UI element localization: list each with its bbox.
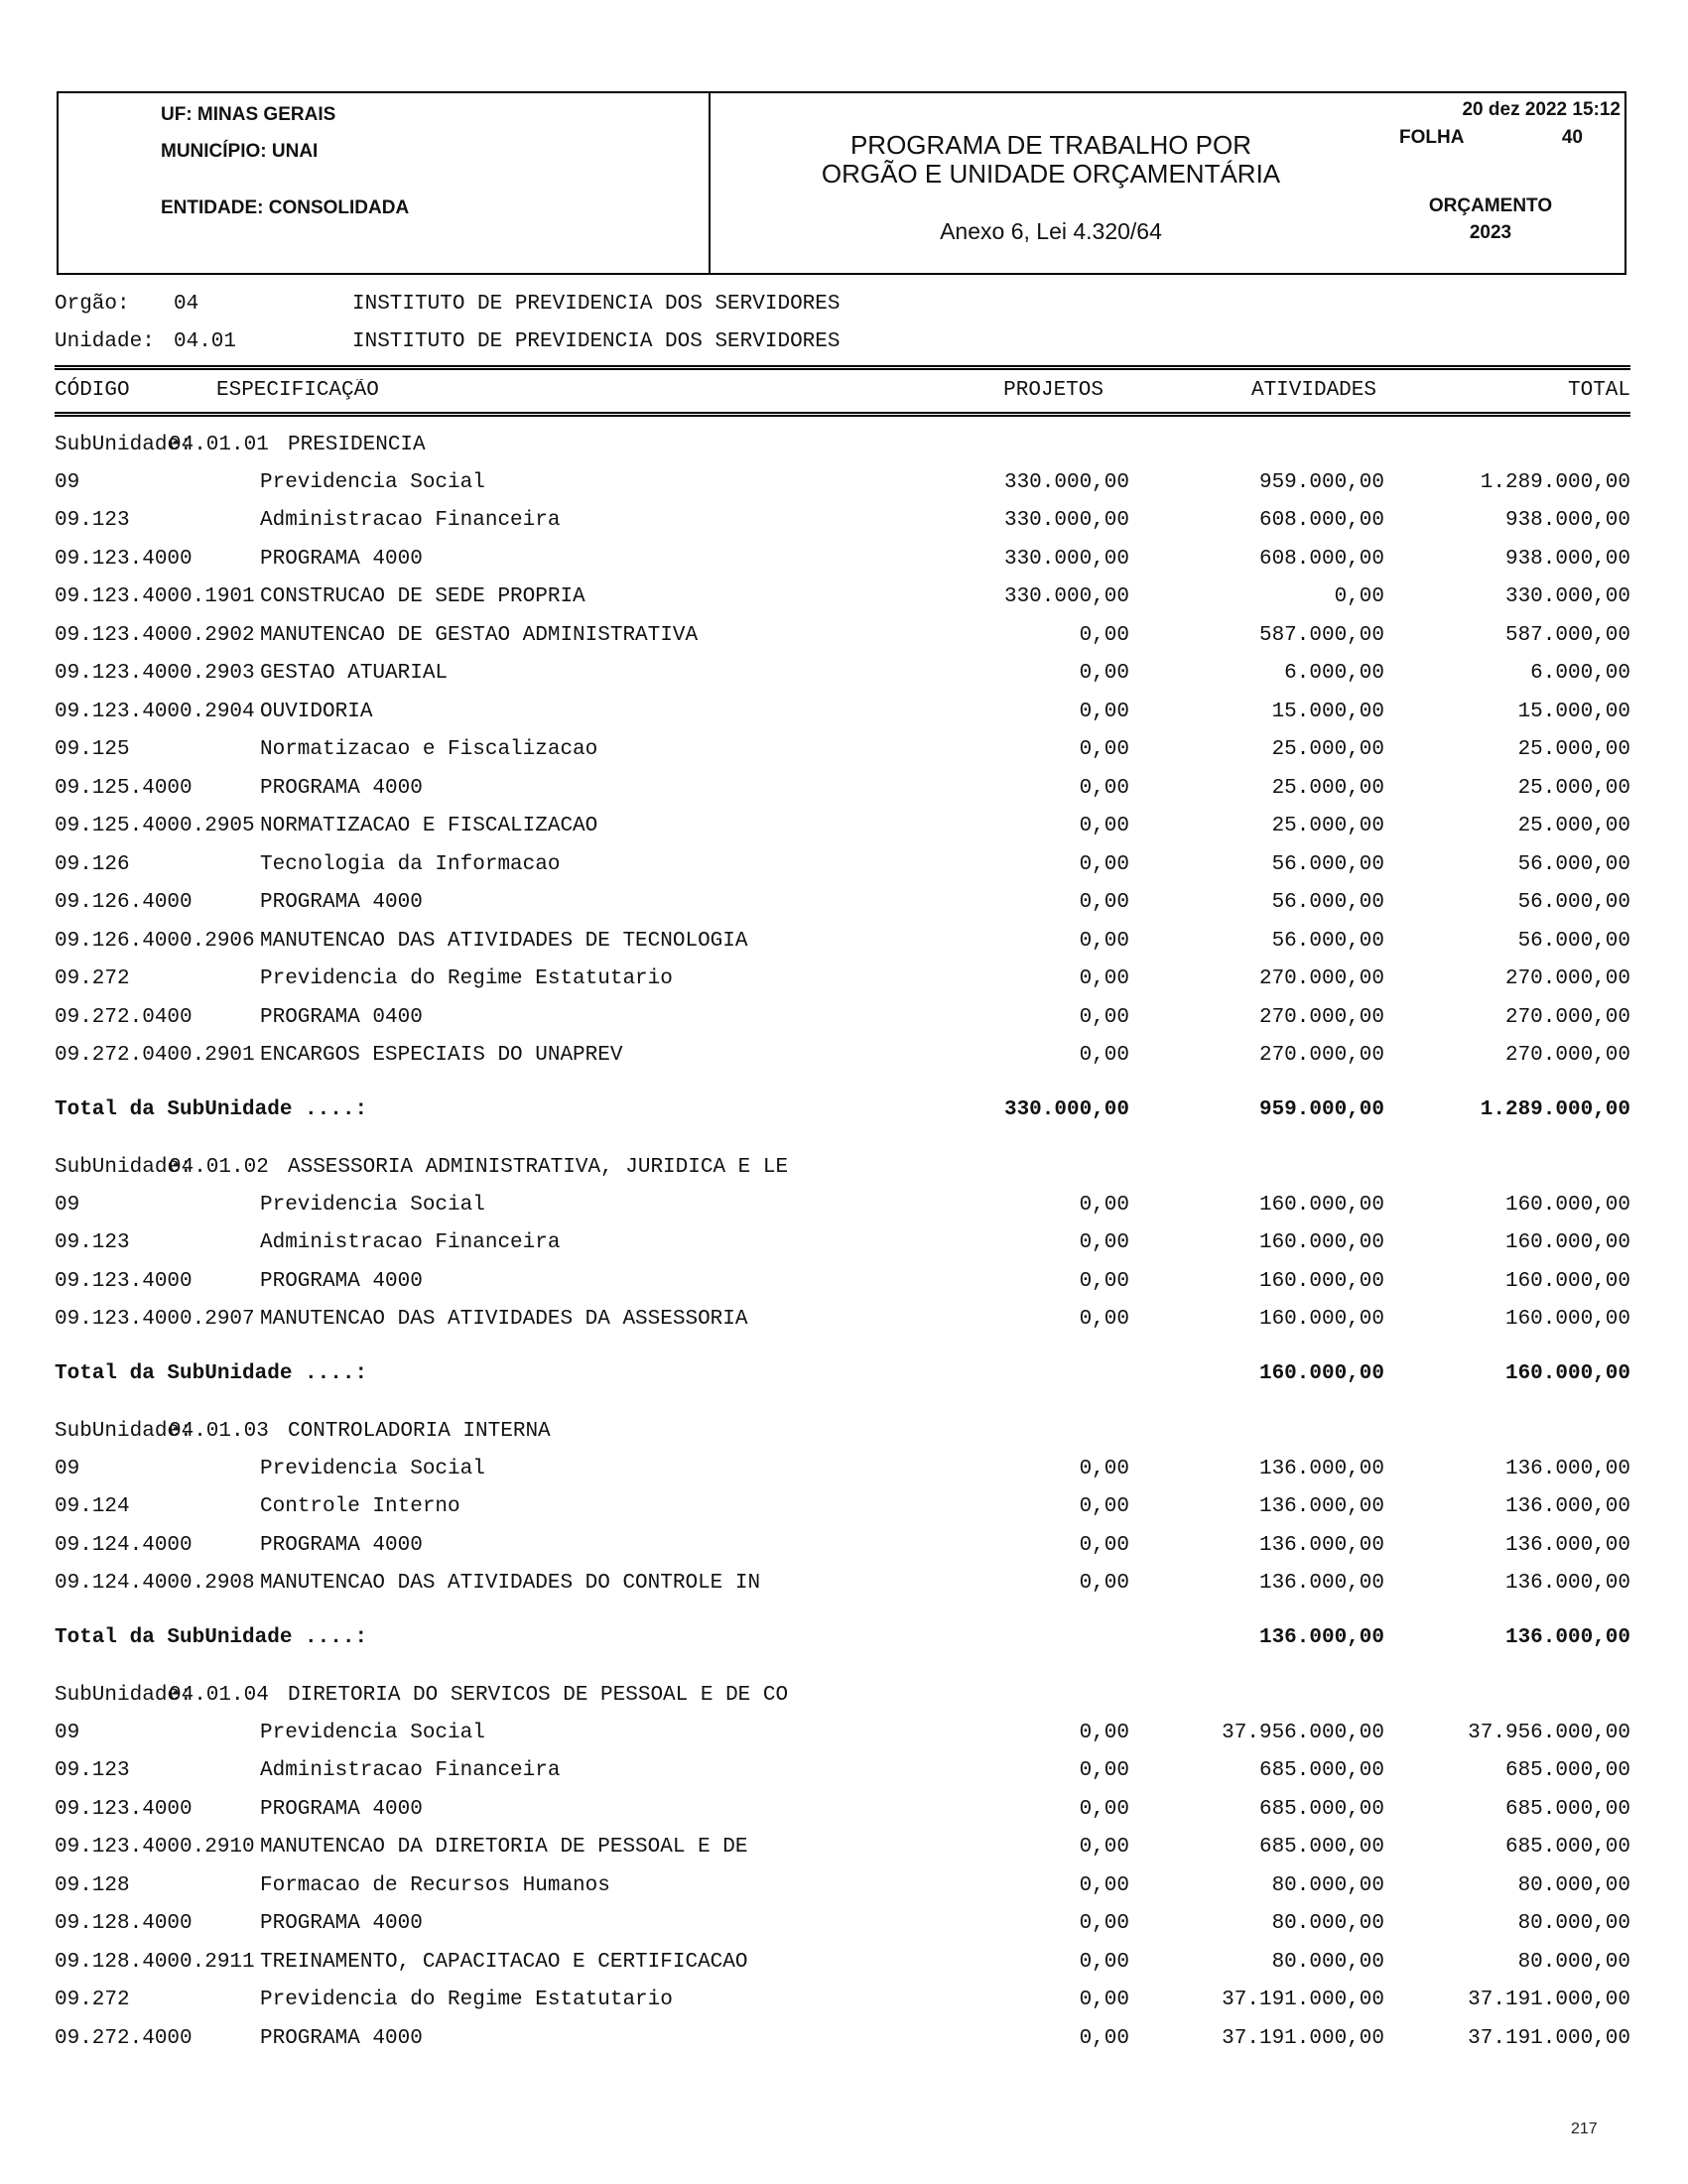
- unidade-row: [0, 322, 1688, 360]
- row-atividades: 136.000,00: [1258, 1495, 1384, 1519]
- row-atividades: 136.000,00: [1258, 1572, 1384, 1596]
- row-total: 25.000,00: [1517, 815, 1630, 838]
- row-atividades: 136.000,00: [1258, 1533, 1384, 1557]
- row-especificacao: TREINAMENTO, CAPACITACAO E CERTIFICACAO: [260, 1950, 748, 1974]
- row-especificacao: MANUTENCAO DA DIRETORIA DE PESSOAL E DE: [260, 1836, 748, 1860]
- row-total: 136.000,00: [1504, 1533, 1630, 1557]
- row-projetos: 0,00: [1079, 776, 1129, 800]
- row-atividades: 685.000,00: [1258, 1759, 1384, 1783]
- row-especificacao: MANUTENCAO DAS ATIVIDADES DO CONTROLE IN: [260, 1572, 761, 1596]
- subunit-total-total: 136.000,00: [1504, 1625, 1630, 1649]
- row-codigo: 09: [55, 1721, 80, 1744]
- row-especificacao: Administracao Financeira: [260, 1759, 561, 1783]
- table-row: [0, 731, 1688, 770]
- row-atividades: 56.000,00: [1271, 891, 1384, 915]
- row-especificacao: Previdencia do Regime Estatutario: [260, 967, 673, 991]
- row-total: 37.191.000,00: [1468, 1989, 1630, 2012]
- row-total: 1.289.000,00: [1480, 470, 1630, 494]
- row-projetos: 0,00: [1079, 1533, 1129, 1557]
- row-codigo: 09.123.4000.1901: [55, 585, 255, 609]
- orcamento-label: ORÇAMENTO: [1428, 195, 1553, 216]
- report-body: [0, 285, 1688, 2058]
- row-codigo: 09: [55, 1193, 80, 1217]
- row-especificacao: PROGRAMA 4000: [260, 1912, 423, 1936]
- subunit-name: CONTROLADORIA INTERNA: [288, 1419, 551, 1443]
- row-total: 270.000,00: [1504, 1044, 1630, 1068]
- row-total: 37.191.000,00: [1468, 2026, 1630, 2050]
- row-atividades: 685.000,00: [1258, 1836, 1384, 1860]
- column-header-row: [0, 373, 1688, 407]
- row-especificacao: PROGRAMA 4000: [260, 547, 423, 571]
- row-total: 25.000,00: [1517, 776, 1630, 800]
- row-atividades: 959.000,00: [1258, 470, 1384, 494]
- row-total: 160.000,00: [1504, 1308, 1630, 1332]
- row-projetos: 330.000,00: [1003, 547, 1129, 571]
- row-codigo: 09.272.0400: [55, 1005, 193, 1029]
- row-projetos: 0,00: [1079, 1495, 1129, 1519]
- table-row: [0, 578, 1688, 617]
- subunit-header: [0, 1676, 1688, 1714]
- row-especificacao: ENCARGOS ESPECIAIS DO UNAPREV: [260, 1044, 623, 1068]
- table-row: [0, 808, 1688, 846]
- row-total: 136.000,00: [1504, 1495, 1630, 1519]
- row-atividades: 25.000,00: [1271, 738, 1384, 762]
- row-total: 80.000,00: [1517, 1873, 1630, 1897]
- col-header-projetos: PROJETOS: [1003, 378, 1104, 402]
- row-projetos: 330.000,00: [1003, 470, 1129, 494]
- table-row: [0, 463, 1688, 502]
- table-row: [0, 1186, 1688, 1224]
- subunit-header: [0, 426, 1688, 463]
- row-projetos: 0,00: [1079, 1721, 1129, 1744]
- row-atividades: 6.000,00: [1284, 662, 1384, 686]
- row-total: 56.000,00: [1517, 929, 1630, 953]
- row-total: 80.000,00: [1517, 1912, 1630, 1936]
- row-codigo: 09.124.4000: [55, 1533, 193, 1557]
- table-row: [0, 1262, 1688, 1301]
- row-total: 25.000,00: [1517, 738, 1630, 762]
- table-row: [0, 655, 1688, 694]
- row-codigo: 09.126.4000: [55, 891, 193, 915]
- row-especificacao: Previdencia Social: [260, 1721, 485, 1744]
- table-row: [0, 1301, 1688, 1340]
- unidade-name: INSTITUTO DE PREVIDENCIA DOS SERVIDORES: [352, 329, 841, 353]
- table-row: [0, 540, 1688, 578]
- row-total: 270.000,00: [1504, 967, 1630, 991]
- double-rule-top: [55, 365, 1630, 370]
- row-codigo: 09.124: [55, 1495, 130, 1519]
- row-codigo: 09.272.0400.2901: [55, 1044, 255, 1068]
- row-total: 136.000,00: [1504, 1572, 1630, 1596]
- row-projetos: 0,00: [1079, 2026, 1129, 2050]
- row-atividades: 56.000,00: [1271, 852, 1384, 876]
- row-atividades: 160.000,00: [1258, 1193, 1384, 1217]
- subunit-header: [0, 1412, 1688, 1450]
- row-especificacao: GESTAO ATUARIAL: [260, 662, 449, 686]
- subunit-total-row: [0, 1354, 1688, 1392]
- double-rule-bottom: [55, 412, 1630, 417]
- table-row: [0, 1488, 1688, 1527]
- row-projetos: 0,00: [1079, 1044, 1129, 1068]
- subunit-code: 04.01.01: [169, 433, 269, 456]
- page-number: 217: [1571, 2120, 1598, 2137]
- row-projetos: 0,00: [1079, 891, 1129, 915]
- table-row: [0, 961, 1688, 999]
- row-especificacao: PROGRAMA 4000: [260, 891, 423, 915]
- row-especificacao: PROGRAMA 4000: [260, 1533, 423, 1557]
- entidade-label: ENTIDADE: CONSOLIDADA: [161, 197, 410, 218]
- row-projetos: 0,00: [1079, 967, 1129, 991]
- orgao-row: [0, 285, 1688, 322]
- row-projetos: 0,00: [1079, 700, 1129, 723]
- row-projetos: 0,00: [1079, 1193, 1129, 1217]
- table-row: [0, 1982, 1688, 2020]
- table-row: [0, 1224, 1688, 1263]
- municipio-label: MUNICÍPIO: UNAI: [161, 141, 319, 162]
- table-row: [0, 998, 1688, 1037]
- row-atividades: 270.000,00: [1258, 1005, 1384, 1029]
- row-projetos: 0,00: [1079, 1231, 1129, 1255]
- row-codigo: 09.123: [55, 1231, 130, 1255]
- row-projetos: 0,00: [1079, 738, 1129, 762]
- row-projetos: 0,00: [1079, 852, 1129, 876]
- table-row: [0, 1450, 1688, 1488]
- orcamento-block: [1391, 193, 1590, 246]
- row-total: 685.000,00: [1504, 1836, 1630, 1860]
- row-codigo: 09.124.4000.2908: [55, 1572, 255, 1596]
- row-codigo: 09.123.4000.2904: [55, 700, 255, 723]
- table-row: [0, 1714, 1688, 1752]
- row-projetos: 0,00: [1079, 1308, 1129, 1332]
- row-especificacao: Formacao de Recursos Humanos: [260, 1873, 610, 1897]
- header-right-cell: [1391, 93, 1623, 273]
- row-atividades: 608.000,00: [1258, 509, 1384, 533]
- report-title: [711, 131, 1391, 189]
- row-codigo: 09.128.4000: [55, 1912, 193, 1936]
- row-especificacao: PROGRAMA 0400: [260, 1005, 423, 1029]
- folha-value: 40: [1561, 127, 1583, 148]
- row-atividades: 0,00: [1334, 585, 1384, 609]
- row-total: 938.000,00: [1504, 547, 1630, 571]
- table-row: [0, 769, 1688, 808]
- table-row: [0, 884, 1688, 923]
- subunit-label: SubUnidade:: [55, 1419, 193, 1443]
- table-row: [0, 1829, 1688, 1867]
- row-total: 136.000,00: [1504, 1457, 1630, 1480]
- unidade-code: 04.01: [174, 329, 237, 353]
- row-total: 330.000,00: [1504, 585, 1630, 609]
- row-especificacao: Administracao Financeira: [260, 509, 561, 533]
- row-codigo: 09.272: [55, 1989, 130, 2012]
- row-atividades: 270.000,00: [1258, 1044, 1384, 1068]
- row-atividades: 15.000,00: [1271, 700, 1384, 723]
- row-projetos: 0,00: [1079, 1797, 1129, 1821]
- table-row: [0, 1565, 1688, 1604]
- orgao-label: Orgão:: [55, 292, 130, 316]
- row-atividades: 25.000,00: [1271, 815, 1384, 838]
- row-especificacao: CONSTRUCAO DE SEDE PROPRIA: [260, 585, 585, 609]
- subunit-sections: [0, 426, 1688, 2058]
- row-projetos: 0,00: [1079, 1873, 1129, 1897]
- table-row: [0, 1866, 1688, 1905]
- row-atividades: 37.191.000,00: [1222, 2026, 1384, 2050]
- subunit-code: 04.01.03: [169, 1419, 269, 1443]
- subunit-code: 04.01.04: [169, 1683, 269, 1707]
- row-codigo: 09.128.4000.2911: [55, 1950, 255, 1974]
- subunit-total-atividades: 136.000,00: [1258, 1625, 1384, 1649]
- row-especificacao: Previdencia Social: [260, 470, 485, 494]
- row-codigo: 09.125: [55, 738, 130, 762]
- subunit-total-atividades: 959.000,00: [1258, 1097, 1384, 1121]
- orgao-name: INSTITUTO DE PREVIDENCIA DOS SERVIDORES: [352, 292, 841, 316]
- row-especificacao: MANUTENCAO DAS ATIVIDADES DA ASSESSORIA: [260, 1308, 748, 1332]
- header-left-cell: [59, 93, 711, 273]
- row-atividades: 56.000,00: [1271, 929, 1384, 953]
- subunit-name: ASSESSORIA ADMINISTRATIVA, JURIDICA E LE: [288, 1155, 789, 1179]
- table-row: [0, 922, 1688, 961]
- row-codigo: 09.123.4000: [55, 1797, 193, 1821]
- table-row: [0, 845, 1688, 884]
- row-codigo: 09.123.4000.2902: [55, 623, 255, 647]
- row-codigo: 09.125.4000.2905: [55, 815, 255, 838]
- subunit-label: SubUnidade:: [55, 1683, 193, 1707]
- table-row: [0, 1905, 1688, 1944]
- row-especificacao: Administracao Financeira: [260, 1231, 561, 1255]
- row-atividades: 685.000,00: [1258, 1797, 1384, 1821]
- report-title-line1: PROGRAMA DE TRABALHO POR: [849, 130, 1252, 160]
- row-total: 160.000,00: [1504, 1193, 1630, 1217]
- row-projetos: 0,00: [1079, 1005, 1129, 1029]
- row-total: 160.000,00: [1504, 1269, 1630, 1293]
- subunit-total-projetos: 330.000,00: [1003, 1097, 1129, 1121]
- row-codigo: 09.272.4000: [55, 2026, 193, 2050]
- row-projetos: 330.000,00: [1003, 509, 1129, 533]
- report-header-box: [57, 91, 1626, 275]
- row-codigo: 09: [55, 1457, 80, 1480]
- row-total: 685.000,00: [1504, 1759, 1630, 1783]
- row-projetos: 0,00: [1079, 1836, 1129, 1860]
- table-row: [0, 693, 1688, 731]
- row-especificacao: Previdencia do Regime Estatutario: [260, 1989, 673, 2012]
- unidade-label: Unidade:: [55, 329, 155, 353]
- row-total: 160.000,00: [1504, 1231, 1630, 1255]
- subunit-total-row: [0, 1618, 1688, 1656]
- subunit-total-total: 160.000,00: [1504, 1361, 1630, 1385]
- row-especificacao: Controle Interno: [260, 1495, 460, 1519]
- row-atividades: 37.956.000,00: [1222, 1721, 1384, 1744]
- row-total: 80.000,00: [1517, 1950, 1630, 1974]
- subunit-name: DIRETORIA DO SERVICOS DE PESSOAL E DE CO: [288, 1683, 789, 1707]
- row-especificacao: Tecnologia da Informacao: [260, 852, 561, 876]
- row-projetos: 0,00: [1079, 1912, 1129, 1936]
- row-especificacao: NORMATIZACAO E FISCALIZACAO: [260, 815, 598, 838]
- row-especificacao: OUVIDORIA: [260, 700, 373, 723]
- row-codigo: 09.272: [55, 967, 130, 991]
- row-codigo: 09.123.4000.2903: [55, 662, 255, 686]
- row-total: 15.000,00: [1517, 700, 1630, 723]
- subunit-total-atividades: 160.000,00: [1258, 1361, 1384, 1385]
- row-codigo: 09.123.4000.2907: [55, 1308, 255, 1332]
- row-total: 37.956.000,00: [1468, 1721, 1630, 1744]
- print-datetime: 20 dez 2022 15:12: [1462, 99, 1621, 120]
- report-title-line2: ORGÃO E UNIDADE ORÇAMENTÁRIA: [821, 159, 1281, 189]
- uf-label: UF: MINAS GERAIS: [161, 104, 336, 125]
- row-especificacao: MANUTENCAO DE GESTAO ADMINISTRATIVA: [260, 623, 699, 647]
- subunit-label: SubUnidade:: [55, 1155, 193, 1179]
- row-especificacao: PROGRAMA 4000: [260, 1269, 423, 1293]
- table-row: [0, 1752, 1688, 1791]
- row-total: 685.000,00: [1504, 1797, 1630, 1821]
- table-row: [0, 2019, 1688, 2058]
- anexo-subtitle: Anexo 6, Lei 4.320/64: [940, 218, 1162, 244]
- col-header-atividades: ATIVIDADES: [1250, 378, 1376, 402]
- row-codigo: 09.123.4000: [55, 547, 193, 571]
- row-codigo: 09.123: [55, 1759, 130, 1783]
- table-row: [0, 1790, 1688, 1829]
- row-especificacao: PROGRAMA 4000: [260, 1797, 423, 1821]
- subunit-total-row: [0, 1091, 1688, 1128]
- row-projetos: 0,00: [1079, 1950, 1129, 1974]
- table-row: [0, 616, 1688, 655]
- row-projetos: 0,00: [1079, 1457, 1129, 1480]
- row-especificacao: Normatizacao e Fiscalizacao: [260, 738, 598, 762]
- subunit-name: PRESIDENCIA: [288, 433, 426, 456]
- row-especificacao: PROGRAMA 4000: [260, 2026, 423, 2050]
- col-header-codigo: CÓDIGO: [55, 378, 130, 402]
- subunit-total-total: 1.289.000,00: [1480, 1097, 1630, 1121]
- row-total: 587.000,00: [1504, 623, 1630, 647]
- row-especificacao: Previdencia Social: [260, 1193, 485, 1217]
- subunit-total-label: Total da SubUnidade ....:: [55, 1625, 368, 1649]
- row-projetos: 330.000,00: [1003, 585, 1129, 609]
- row-atividades: 608.000,00: [1258, 547, 1384, 571]
- col-header-total: TOTAL: [1567, 378, 1630, 402]
- row-total: 270.000,00: [1504, 1005, 1630, 1029]
- row-especificacao: MANUTENCAO DAS ATIVIDADES DE TECNOLOGIA: [260, 929, 748, 953]
- col-header-especificacao: ESPECIFICAÇÃO: [216, 378, 379, 402]
- row-atividades: 270.000,00: [1258, 967, 1384, 991]
- row-codigo: 09.126.4000.2906: [55, 929, 255, 953]
- row-atividades: 136.000,00: [1258, 1457, 1384, 1480]
- row-atividades: 37.191.000,00: [1222, 1989, 1384, 2012]
- table-row: [0, 1943, 1688, 1982]
- row-total: 938.000,00: [1504, 509, 1630, 533]
- row-codigo: 09.126: [55, 852, 130, 876]
- folha-label: FOLHA: [1399, 127, 1465, 148]
- header-title-cell: [711, 93, 1391, 273]
- row-projetos: 0,00: [1079, 623, 1129, 647]
- subunit-label: SubUnidade:: [55, 433, 193, 456]
- row-projetos: 0,00: [1079, 929, 1129, 953]
- row-atividades: 587.000,00: [1258, 623, 1384, 647]
- table-row: [0, 1526, 1688, 1565]
- row-codigo: 09.123: [55, 509, 130, 533]
- row-projetos: 0,00: [1079, 1759, 1129, 1783]
- orcamento-year: 2023: [1469, 222, 1512, 243]
- row-total: 56.000,00: [1517, 852, 1630, 876]
- subunit-code: 04.01.02: [169, 1155, 269, 1179]
- row-projetos: 0,00: [1079, 1989, 1129, 2012]
- subunit-total-label: Total da SubUnidade ....:: [55, 1361, 368, 1385]
- row-especificacao: Previdencia Social: [260, 1457, 485, 1480]
- row-especificacao: PROGRAMA 4000: [260, 776, 423, 800]
- subunit-total-label: Total da SubUnidade ....:: [55, 1097, 368, 1121]
- row-atividades: 80.000,00: [1271, 1912, 1384, 1936]
- row-projetos: 0,00: [1079, 662, 1129, 686]
- row-atividades: 80.000,00: [1271, 1950, 1384, 1974]
- row-atividades: 25.000,00: [1271, 776, 1384, 800]
- folha-row: [1399, 127, 1583, 149]
- row-codigo: 09.125.4000: [55, 776, 193, 800]
- row-atividades: 160.000,00: [1258, 1269, 1384, 1293]
- table-row: [0, 1037, 1688, 1076]
- row-atividades: 80.000,00: [1271, 1873, 1384, 1897]
- orgao-code: 04: [174, 292, 199, 316]
- row-codigo: 09: [55, 470, 80, 494]
- row-atividades: 160.000,00: [1258, 1308, 1384, 1332]
- table-row: [0, 502, 1688, 541]
- row-atividades: 160.000,00: [1258, 1231, 1384, 1255]
- row-projetos: 0,00: [1079, 1269, 1129, 1293]
- row-codigo: 09.123.4000.2910: [55, 1836, 255, 1860]
- row-projetos: 0,00: [1079, 815, 1129, 838]
- row-projetos: 0,00: [1079, 1572, 1129, 1596]
- subunit-header: [0, 1148, 1688, 1186]
- row-total: 6.000,00: [1530, 662, 1630, 686]
- row-total: 56.000,00: [1517, 891, 1630, 915]
- row-codigo: 09.128: [55, 1873, 130, 1897]
- row-codigo: 09.123.4000: [55, 1269, 193, 1293]
